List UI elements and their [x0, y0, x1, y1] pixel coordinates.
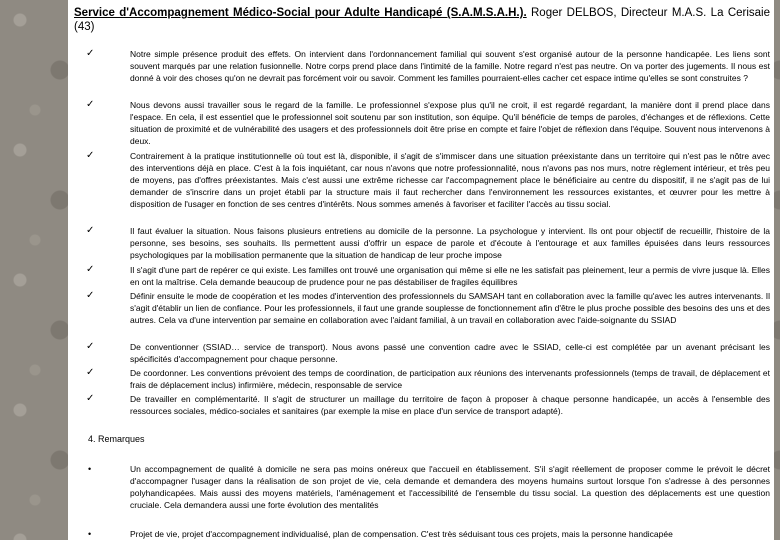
title-service-name: Service d'Accompagnement Médico-Social pour Adulte Handicapé (S.A.M.S.A.H.).	[74, 7, 527, 19]
check-icon: ✓	[86, 290, 95, 301]
check-icon: ✓	[86, 48, 95, 59]
check-icon: ✓	[86, 150, 95, 161]
bullet-icon: •	[88, 464, 92, 474]
check-icon: ✓	[86, 367, 95, 378]
check-icon: ✓	[86, 393, 95, 404]
check-icon: ✓	[86, 99, 95, 110]
document-page	[68, 0, 774, 540]
title-author: Roger DELBOS, Directeur M.A.S. La Cerisaie (43)	[74, 7, 770, 33]
list-item-text: Notre simple présence produit des effets. On intervient dans l'ordonnancement familial qui souvent s'est organisé autour de la personne handicapée. Les liens sont souvent marqués par une relation fusionnelle. Notre corps prend place dans l'intimité de la famille. Notre regard n'est pas neutre. On va porter des jugements. Il nous est donné à voir des choses qu'on ne devrait pas forcément voir ou savoir. Comment les familles pourraient-elles cacher cet espace intime qu'elles se sont construites ?	[130, 49, 770, 83]
check-icon: ✓	[86, 225, 95, 236]
list-item-text: Définir ensuite le mode de coopération et les modes d'intervention des professionnels du SAMSAH tant en collaboration avec la famille qu'avec les autres intervenants. Il s'agit d'établir un lien de confiance. Pour les professionnels, il faut une grande souplesse de fonctionnement afin d'être le plus proche possible des besoins des uns et des autres. Cela va d'une intervention par semaine en collaboration avec l'aidant familial, à un travail en collaboration avec l'aide-soignante du SSIAD	[130, 291, 770, 325]
list-item-text: Il s'agit d'une part de repérer ce qui existe. Les familles ont trouvé une organisation qui même si elle ne les satisfait pas pleinement, leur a permis de vivre jusque là. Elles en ont la maîtrise. Cela demande beaucoup de prudence pour ne pas déstabiliser de fragiles équilibres	[130, 265, 770, 287]
list-item-text: Il faut évaluer la situation. Nous faisons plusieurs entretiens au domicile de la personne. La psychologue y intervient. Ils ont pour objectif de recueillir, l'histoire de la personne, ses besoins, ses souhaits. Ils permettent aussi d'offrir un espace de parole et d'écoute à l'entourage et aux familles épuisées dans leurs ressources psychologiques par la mobilisation permanente que la situation de handicap de leur proche impose	[130, 226, 770, 260]
page-title	[74, 6, 770, 34]
list-item-text: Nous devons aussi travailler sous le regard de la famille. Le professionnel s'expose plus qu'il ne croit, il est regardé regardant, la manière dont il prend place dans l'espace. En cela, il est essentiel que le professionnel soit soutenu par son institution, son équipe. Qu'il bénéficie de temps de paroles, d'échanges et de réflexions. Cette situation de proximité et de vulnérabilité des usagers et des professionnels doit être prise en compte et faire l'objet de réflexion dans l'équipe. Souvent nous intervenons à deux.	[130, 100, 770, 146]
list-item-text: De coordonner. Les conventions prévoient des temps de coordination, de participation aux réunions des intervenants professionnels (temps de travail, de déplacement et frais de déplacement inclus) infirmière, médecin, responsable de service	[130, 368, 770, 390]
bullet-icon: •	[88, 529, 92, 539]
remark-text: Projet de vie, projet d'accompagnement individualisé, plan de compensation. C'est très séduisant tous ces projets, mais la personne handicapée	[130, 529, 673, 539]
section-title-remarques: 4. Remarques	[88, 434, 145, 444]
check-icon: ✓	[86, 264, 95, 275]
remark-text: Un accompagnement de qualité à domicile ne sera pas moins onéreux que l'accueil en établissement. S'il s'agit réellement de proposer comme le prévoit le décret d'accompagner l'usager dans la réalisation de son projet de vie, cela demande et demandera des moyens humains surtout lorsque l'on s'adresse à des personnes polyhandicapées. Mais aussi des moyens matériels, l'aménagement et l'accessibilité de l'ensemble du tissu social. La question des déplacements est une question cruciale. Cela demandera aussi une forte évolution des mentalités	[130, 464, 770, 510]
list-item-text: Contrairement à la pratique institutionnelle où tout est là, disponible, il s'agit de s'immiscer dans une situation préexistante dans un territoire qui n'est pas le nôtre avec des interventions déjà en place. C'est à la fois inquiétant, car nous n'avons que notre professionnalité, nous n'avons pas nos murs, notre règlement intérieur, et très peu de moyens, pas d'offres préexistantes. Mais c'est aussi une extrême richesse car l'accompagnement place le bénéficiaire au centre du dispositif, il ne s'agit pas de lui demander de s'inscrire dans un projet établi par la structure mais il faut rechercher dans l'environnement les ressources existantes, et œuvrer pour les mettre à disposition de l'usager en fonction de ses centres d'intérêts. Nous sommes amenés à favoriser et faciliter l'accès au tissu social.	[130, 151, 770, 209]
list-item-text: De travailler en complémentarité. Il s'agit de structurer un maillage du territoire de façon à proposer à chaque personne handicapée, un accès à l'ensemble des ressources sociales, médico-sociales et sanitaires (par exemple la mise en place d'un service de transport adapté).	[130, 394, 770, 416]
check-icon: ✓	[86, 341, 95, 352]
list-item-text: De conventionner (SSIAD… service de transport). Nous avons passé une convention cadre avec le SSIAD, celle-ci est complétée par un avenant précisant les spécificités d'accompagnement pour chaque personne.	[130, 342, 770, 364]
